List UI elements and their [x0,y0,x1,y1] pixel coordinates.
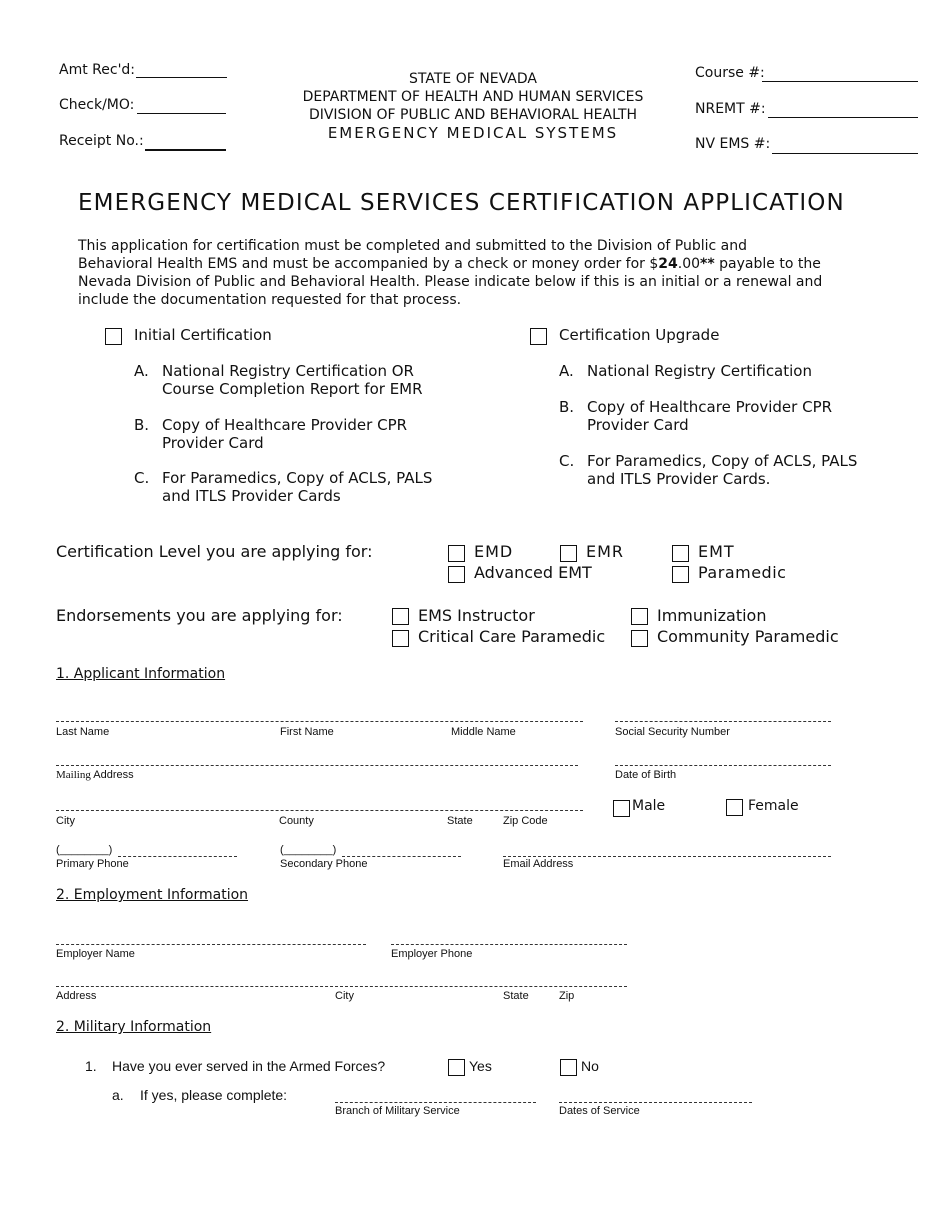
employer-state-label: State [503,990,529,1002]
level-paramedic-label: Paramedic [698,563,787,582]
state-label: State [447,815,473,827]
upgrade-item-c-line2: and ITLS Provider Cards. [587,470,771,488]
upgrade-item-letter: B. [559,398,575,416]
endorsement-critical-care-label: Critical Care Paramedic [418,627,606,646]
agency-department: DEPARTMENT OF HEALTH AND HUMAN SERVICES [302,89,644,105]
county-label: County [279,815,314,827]
level-advanced-emt-label: Advanced EMT [474,563,592,582]
military-question-number: 1. [85,1058,97,1074]
intro-line-1: This application for certification must be completed and submitted to the Division of Public and [78,238,747,254]
secondary-phone-area-code: (________) [280,844,337,856]
course-number-field[interactable] [762,81,918,82]
address-word: Address [90,769,134,781]
receipt-no-field[interactable] [145,149,226,151]
intro-line-2b: payable to the [714,256,821,272]
military-yes-checkbox[interactable] [448,1059,465,1076]
employer-phone-label: Employer Phone [391,948,473,960]
employer-name-label: Employer Name [56,948,135,960]
branch-of-service-label: Branch of Military Service [335,1105,460,1117]
city-county-state-zip-field[interactable] [56,810,583,811]
secondary-phone-label: Secondary Phone [280,858,368,870]
military-sub-text: If yes, please complete: [140,1087,288,1103]
female-checkbox[interactable] [726,799,743,816]
branch-of-service-field[interactable] [335,1102,536,1103]
amt-received-field[interactable] [136,77,227,78]
military-no-checkbox[interactable] [560,1059,577,1076]
level-advanced-emt-checkbox[interactable] [448,566,465,583]
military-question: Have you ever served in the Armed Forces? [112,1058,386,1074]
employer-address-field[interactable] [56,986,627,987]
level-emt-checkbox[interactable] [672,545,689,562]
primary-phone-field[interactable] [118,856,237,857]
initial-item-c-line1: For Paramedics, Copy of ACLS, PALS [162,469,433,487]
intro-line-2a: Behavioral Health EMS and must be accompanied by a check or money order for $ [78,256,659,272]
level-emr-label: EMR [586,542,625,561]
email-address-label: Email Address [503,858,574,870]
employer-address-label: Address [56,990,97,1002]
agency-division: DIVISION OF PUBLIC AND BEHAVIORAL HEALTH [308,107,638,123]
page-title: EMERGENCY MEDICAL SERVICES CERTIFICATION APPLICATION [78,190,845,216]
agency-state: STATE OF NEVADA [409,71,537,87]
initial-certification-checkbox[interactable] [105,328,122,345]
endorsement-immunization-label: Immunization [657,606,767,625]
amt-received-label: Amt Rec'd: [59,62,136,78]
dates-of-service-label: Dates of Service [559,1105,640,1117]
intro-line-2 [78,255,822,273]
initial-item-b-line2: Provider Card [162,434,264,452]
applicant-section-heading: 1. Applicant Information [56,666,226,682]
initial-item [162,416,407,452]
upgrade-item [587,362,812,380]
employer-name-field[interactable] [56,944,366,945]
email-address-field[interactable] [503,856,831,857]
fee-amount: 24 [658,256,678,272]
military-yes-label: Yes [469,1058,492,1074]
receipt-no-label: Receipt No.: [59,133,144,149]
employer-zip-label: Zip [559,990,575,1002]
upgrade-item [587,398,832,434]
city-label: City [56,815,75,827]
zip-code-label: Zip Code [503,815,548,827]
mailing-address-field[interactable] [56,765,578,766]
secondary-phone-field[interactable] [342,856,461,857]
upgrade-item-c-line1: For Paramedics, Copy of ACLS, PALS [587,452,858,470]
initial-item [162,362,423,398]
check-mo-field[interactable] [137,113,226,114]
check-mo-label: Check/MO: [59,97,135,113]
initial-item-letter: C. [134,469,150,487]
level-emr-checkbox[interactable] [560,545,577,562]
date-of-birth-label: Date of Birth [615,769,677,781]
level-emt-label: EMT [698,542,735,561]
intro-paragraph [78,237,822,309]
initial-item-b-line1: Copy of Healthcare Provider CPR [162,416,408,434]
initial-certification-label: Initial Certification [134,326,272,344]
employer-city-label: City [335,990,354,1002]
course-number-label: Course #: [695,65,765,81]
level-paramedic-checkbox[interactable] [672,566,689,583]
upgrade-item-letter: A. [559,362,574,380]
level-emd-checkbox[interactable] [448,545,465,562]
nv-ems-number-field[interactable] [772,153,918,154]
upgrade-item-a-line1: National Registry Certification [587,362,812,380]
agency-ems: EMERGENCY MEDICAL SYSTEMS [327,124,619,142]
ssn-field[interactable] [615,721,831,722]
military-sub-letter: a. [112,1087,124,1103]
upgrade-item-b-line1: Copy of Healthcare Provider CPR [587,398,833,416]
male-checkbox[interactable] [613,800,630,817]
employer-phone-field[interactable] [391,944,627,945]
endorsement-ems-instructor-checkbox[interactable] [392,608,409,625]
upgrade-item-b-line2: Provider Card [587,416,689,434]
upgrade-item [587,452,857,488]
upgrade-item-letter: C. [559,452,575,470]
endorsements-label: Endorsements you are applying for: [56,606,343,625]
intro-line-4: include the documentation requested for that process. [78,292,462,308]
employment-section-heading: 2. Employment Information [56,887,249,903]
first-name-label: First Name [280,726,334,738]
certification-upgrade-checkbox[interactable] [530,328,547,345]
endorsement-community-paramedic-checkbox[interactable] [631,630,648,647]
middle-name-label: Middle Name [451,726,516,738]
intro-line-3: Nevada Division of Public and Behavioral Health. Please indicate below if this is an initial or a renewal and [78,274,823,290]
initial-item-letter: A. [134,362,149,380]
agency-header [303,70,644,142]
primary-phone-label: Primary Phone [56,858,129,870]
dates-of-service-field[interactable] [559,1102,752,1103]
ssn-label: Social Security Number [615,726,730,738]
level-emd-label: EMD [474,542,514,561]
last-name-label: Last Name [56,726,110,738]
endorsement-ems-instructor-label: EMS Instructor [418,606,535,625]
full-name-field[interactable] [56,721,583,722]
endorsement-critical-care-checkbox[interactable] [392,630,409,647]
nremt-number-label: NREMT #: [695,101,766,117]
mailing-word: Mailing [56,769,91,781]
date-of-birth-field[interactable] [615,765,831,766]
initial-item [162,469,432,505]
military-no-label: No [581,1058,599,1074]
mailing-address-label [56,769,134,781]
nv-ems-number-label: NV EMS #: [695,136,771,152]
nremt-number-field[interactable] [768,117,918,118]
initial-item-letter: B. [134,416,150,434]
fee-asterisks: ** [700,256,715,272]
fee-cents: .00 [677,256,701,272]
female-label: Female [748,798,799,814]
male-label: Male [632,798,666,814]
initial-item-c-line2: and ITLS Provider Cards [162,487,341,505]
primary-phone-area-code: (________) [56,844,113,856]
certification-level-label: Certification Level you are applying for: [56,542,373,561]
initial-item-a-line1: National Registry Certification OR [162,362,414,380]
military-section-heading: 2. Military Information [56,1019,212,1035]
endorsement-immunization-checkbox[interactable] [631,608,648,625]
initial-item-a-line2: Course Completion Report for EMR [162,380,423,398]
certification-upgrade-label: Certification Upgrade [559,326,720,344]
endorsement-community-paramedic-label: Community Paramedic [657,627,839,646]
